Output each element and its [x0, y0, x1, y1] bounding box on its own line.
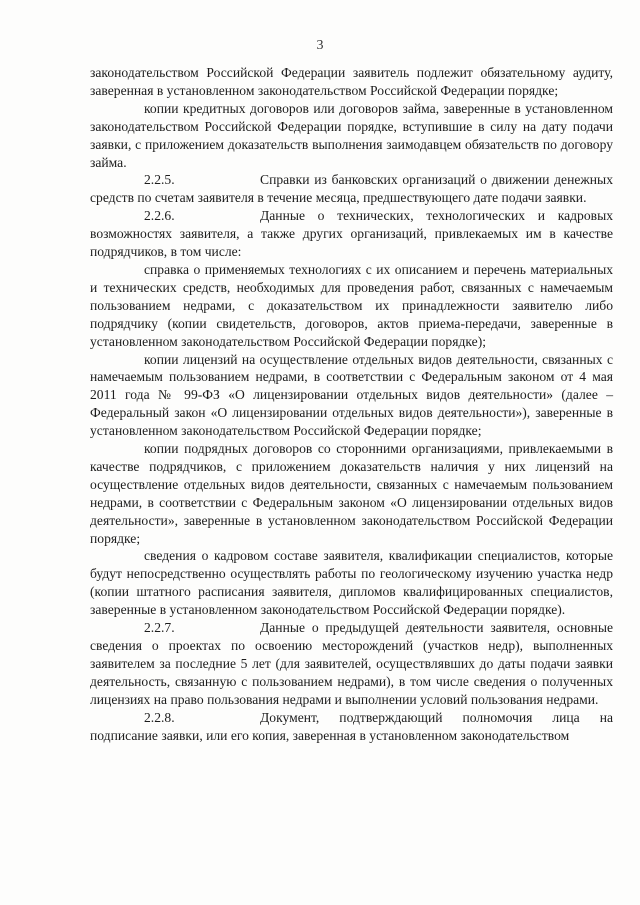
clause-text: Данные о технических, технологических и кадровых возможностях заявителя, а также других организаций, привлекаемых им в качестве подрядчиков, в том числе: [90, 208, 613, 260]
clause-number: 2.2.8. [144, 709, 175, 725]
clause-number: 2.2.7. [144, 620, 175, 636]
clause-number: 2.2.6. [144, 208, 175, 224]
document-body [90, 64, 613, 744]
clause-text: Документ, подтверждающий полномочия лица на подписание заявки, или его копия, заверенная в установленном законодательством [90, 709, 613, 743]
clause-number: 2.2.5. [144, 172, 175, 188]
list-item-paragraph: копии лицензий на осуществление отдельных видов деятельности, связанных с намечаемым пользованием недрами, в соответствии с Федеральным законом от 4 мая 2011 года № 99-ФЗ «О лицензировании отдельных видов деятельности» (далее – Федеральный закон «О лицензировании отдельных видов деятельности»), заверенные в установленном законодательством Российской Федерации порядке; [90, 351, 613, 439]
continuation-paragraph: законодательством Российской Федерации заявитель подлежит обязательному аудиту, заверенная в установленном законодательством Российской Федерации порядке; [90, 65, 613, 98]
list-item-paragraph: справка о применяемых технологиях с их описанием и перечень материальных и технических средств, необходимых для проведения работ, связанных с намечаемым пользованием недрами, с доказательством их принадлежности заявителю либо подрядчику (копии свидетельств, договоров, актов приема-передачи, заверенные в установленном законодательством Российской Федерации порядке); [90, 261, 613, 349]
clause-text: Справки из банковских организаций о движении денежных средств по счетам заявителя в течение месяца, предшествующего дате подачи заявки. [90, 172, 613, 206]
page-number: 3 [316, 38, 324, 53]
clause-paragraph [90, 709, 613, 745]
clause-text: Данные о предыдущей деятельности заявителя, основные сведения о проектах по освоению месторождений (участков недр), выполненных заявителем за последние 5 лет (для заявителей, осуществлявших до даты подачи заявки деятельность, связанную с пользованием недрами), в том числе сведения о полученных лицензиях на право пользования недрами и выполнении условий пользования недрами. [90, 620, 613, 707]
clause-paragraph [90, 207, 613, 261]
list-item-paragraph: сведения о кадровом составе заявителя, квалификации специалистов, которые будут непосредственно осуществлять работы по геологическому изучению участка недр (копии штатного расписания заявителя, дипломов квалифицированных специалистов, заверенные в установленном законодательством Российской Федерации порядке). [90, 548, 613, 618]
clause-paragraph [90, 619, 613, 709]
list-item-paragraph: копии подрядных договоров со сторонними организациями, привлекаемыми в качестве подрядчиков, с приложением доказательств наличия у них лицензий на осуществление отдельных видов деятельности, связанных с намечаемым пользованием недрами, в соответствии с Федеральным законом «О лицензировании отдельных видов деятельности», заверенные в установленном законодательством Российской Федерации порядке; [90, 441, 613, 546]
list-item-paragraph: копии кредитных договоров или договоров займа, заверенные в установленном законодательством Российской Федерации порядке, вступившие в силу на дату подачи заявки, с приложением доказательств выполнения заимодавцем обязательств по договору займа. [90, 100, 613, 170]
clause-paragraph [90, 171, 613, 207]
